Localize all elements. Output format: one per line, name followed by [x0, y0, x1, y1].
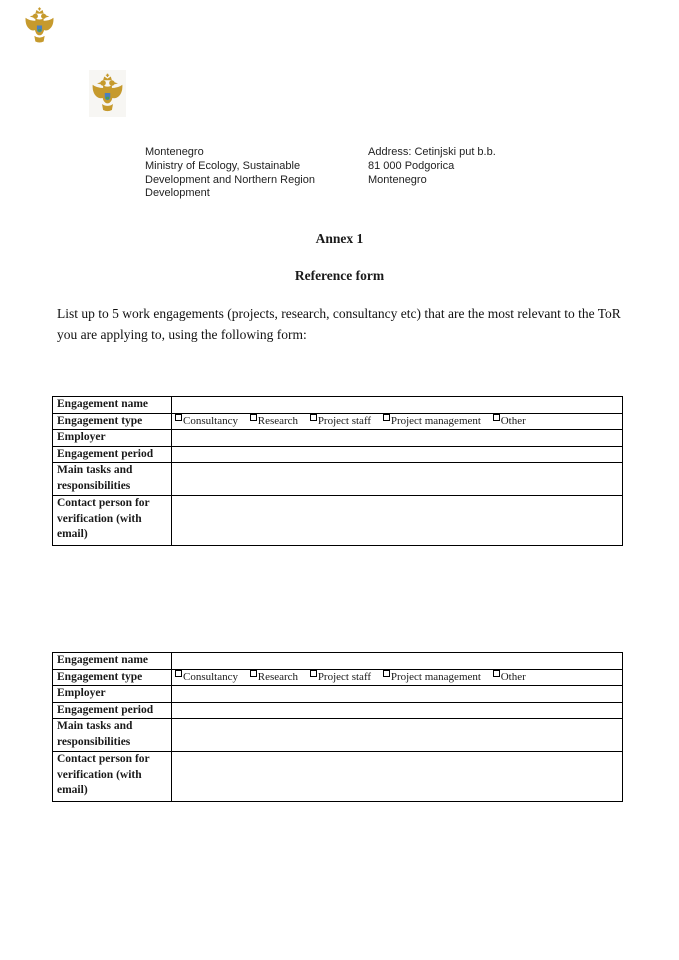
org-line: Development and Northern Region — [145, 173, 315, 186]
main-tasks-cell[interactable] — [172, 719, 623, 752]
checkbox-label: Project staff — [317, 670, 372, 683]
employer-cell[interactable] — [172, 430, 623, 447]
address-block — [368, 146, 588, 187]
employer-label: Employer — [53, 686, 172, 703]
consultancy-checkbox[interactable] — [175, 670, 182, 677]
engagement-period-label: Engagement period — [53, 702, 172, 719]
address-line: 81 000 Podgorica — [368, 159, 455, 172]
checkbox-option — [310, 415, 371, 427]
checkbox-label: Consultancy — [183, 414, 238, 427]
address-line: Montenegro — [368, 173, 427, 186]
engagement-type-label: Engagement type — [53, 669, 172, 686]
checkbox-label: Project management — [390, 670, 481, 683]
table-row — [53, 686, 623, 703]
checkbox-option — [310, 671, 371, 683]
checkbox-label: Other — [500, 414, 526, 427]
engagement-type-label: Engagement type — [53, 413, 172, 430]
address-line: Address: Cetinjski put b.b. — [368, 146, 496, 158]
project-management-checkbox[interactable] — [383, 414, 390, 421]
engagement-period-label: Engagement period — [53, 446, 172, 463]
checkbox-option — [175, 415, 238, 427]
engagement-type-cell — [172, 413, 623, 430]
org-line: Ministry of Ecology, Sustainable — [145, 159, 301, 172]
checkbox-option — [383, 671, 481, 683]
checkbox-option — [250, 415, 298, 427]
employer-label: Employer — [53, 430, 172, 447]
table-row — [53, 413, 623, 430]
contact-person-label: Contact person for verification (with email) — [53, 496, 172, 546]
coat-of-arms-icon — [24, 5, 55, 47]
main-tasks-cell[interactable] — [172, 463, 623, 496]
intro-paragraph: List up to 5 work engagements (projects, research, consultancy etc) that are the most relevant to the ToR you are applying to, using the following form: — [57, 306, 621, 342]
project-staff-checkbox[interactable] — [310, 414, 317, 421]
org-line: Development — [145, 187, 210, 200]
other-checkbox[interactable] — [493, 414, 500, 421]
table-row — [53, 496, 623, 546]
letterhead-coat-of-arms-icon — [89, 70, 126, 117]
table-row — [53, 719, 623, 752]
engagement-name-label: Engagement name — [53, 397, 172, 414]
checkbox-label: Research — [257, 670, 299, 683]
table-row — [53, 752, 623, 802]
engagement-name-cell[interactable] — [172, 653, 623, 670]
table-row — [53, 397, 623, 414]
checkbox-option — [175, 671, 238, 683]
research-checkbox[interactable] — [250, 670, 257, 677]
contact-person-cell[interactable] — [172, 752, 623, 802]
engagement-name-cell[interactable] — [172, 397, 623, 414]
contact-person-cell[interactable] — [172, 496, 623, 546]
organization-block — [145, 146, 363, 201]
checkbox-label: Research — [257, 414, 299, 427]
checkbox-option — [493, 671, 526, 683]
table-row — [53, 653, 623, 670]
research-checkbox[interactable] — [250, 414, 257, 421]
checkbox-label: Other — [500, 670, 526, 683]
annex-title: Annex 1 — [315, 231, 364, 246]
engagement-type-cell — [172, 669, 623, 686]
table-row — [53, 430, 623, 447]
form-title: Reference form — [294, 268, 385, 283]
checkbox-option — [383, 415, 481, 427]
main-tasks-label: Main tasks and responsibilities — [53, 463, 172, 496]
table-row — [53, 702, 623, 719]
engagement-period-cell[interactable] — [172, 446, 623, 463]
table-row — [53, 446, 623, 463]
consultancy-checkbox[interactable] — [175, 414, 182, 421]
engagement-period-cell[interactable] — [172, 702, 623, 719]
project-management-checkbox[interactable] — [383, 670, 390, 677]
org-line: Montenegro — [145, 146, 204, 158]
employer-cell[interactable] — [172, 686, 623, 703]
reference-table-2 — [52, 652, 623, 802]
contact-person-label: Contact person for verification (with email) — [53, 752, 172, 802]
checkbox-option — [493, 415, 526, 427]
checkbox-label: Project staff — [317, 414, 372, 427]
table-row — [53, 669, 623, 686]
other-checkbox[interactable] — [493, 670, 500, 677]
engagement-name-label: Engagement name — [53, 653, 172, 670]
checkbox-option — [250, 671, 298, 683]
main-tasks-label: Main tasks and responsibilities — [53, 719, 172, 752]
project-staff-checkbox[interactable] — [310, 670, 317, 677]
reference-table-1 — [52, 396, 623, 546]
table-row — [53, 463, 623, 496]
checkbox-label: Project management — [390, 414, 481, 427]
checkbox-label: Consultancy — [183, 670, 238, 683]
